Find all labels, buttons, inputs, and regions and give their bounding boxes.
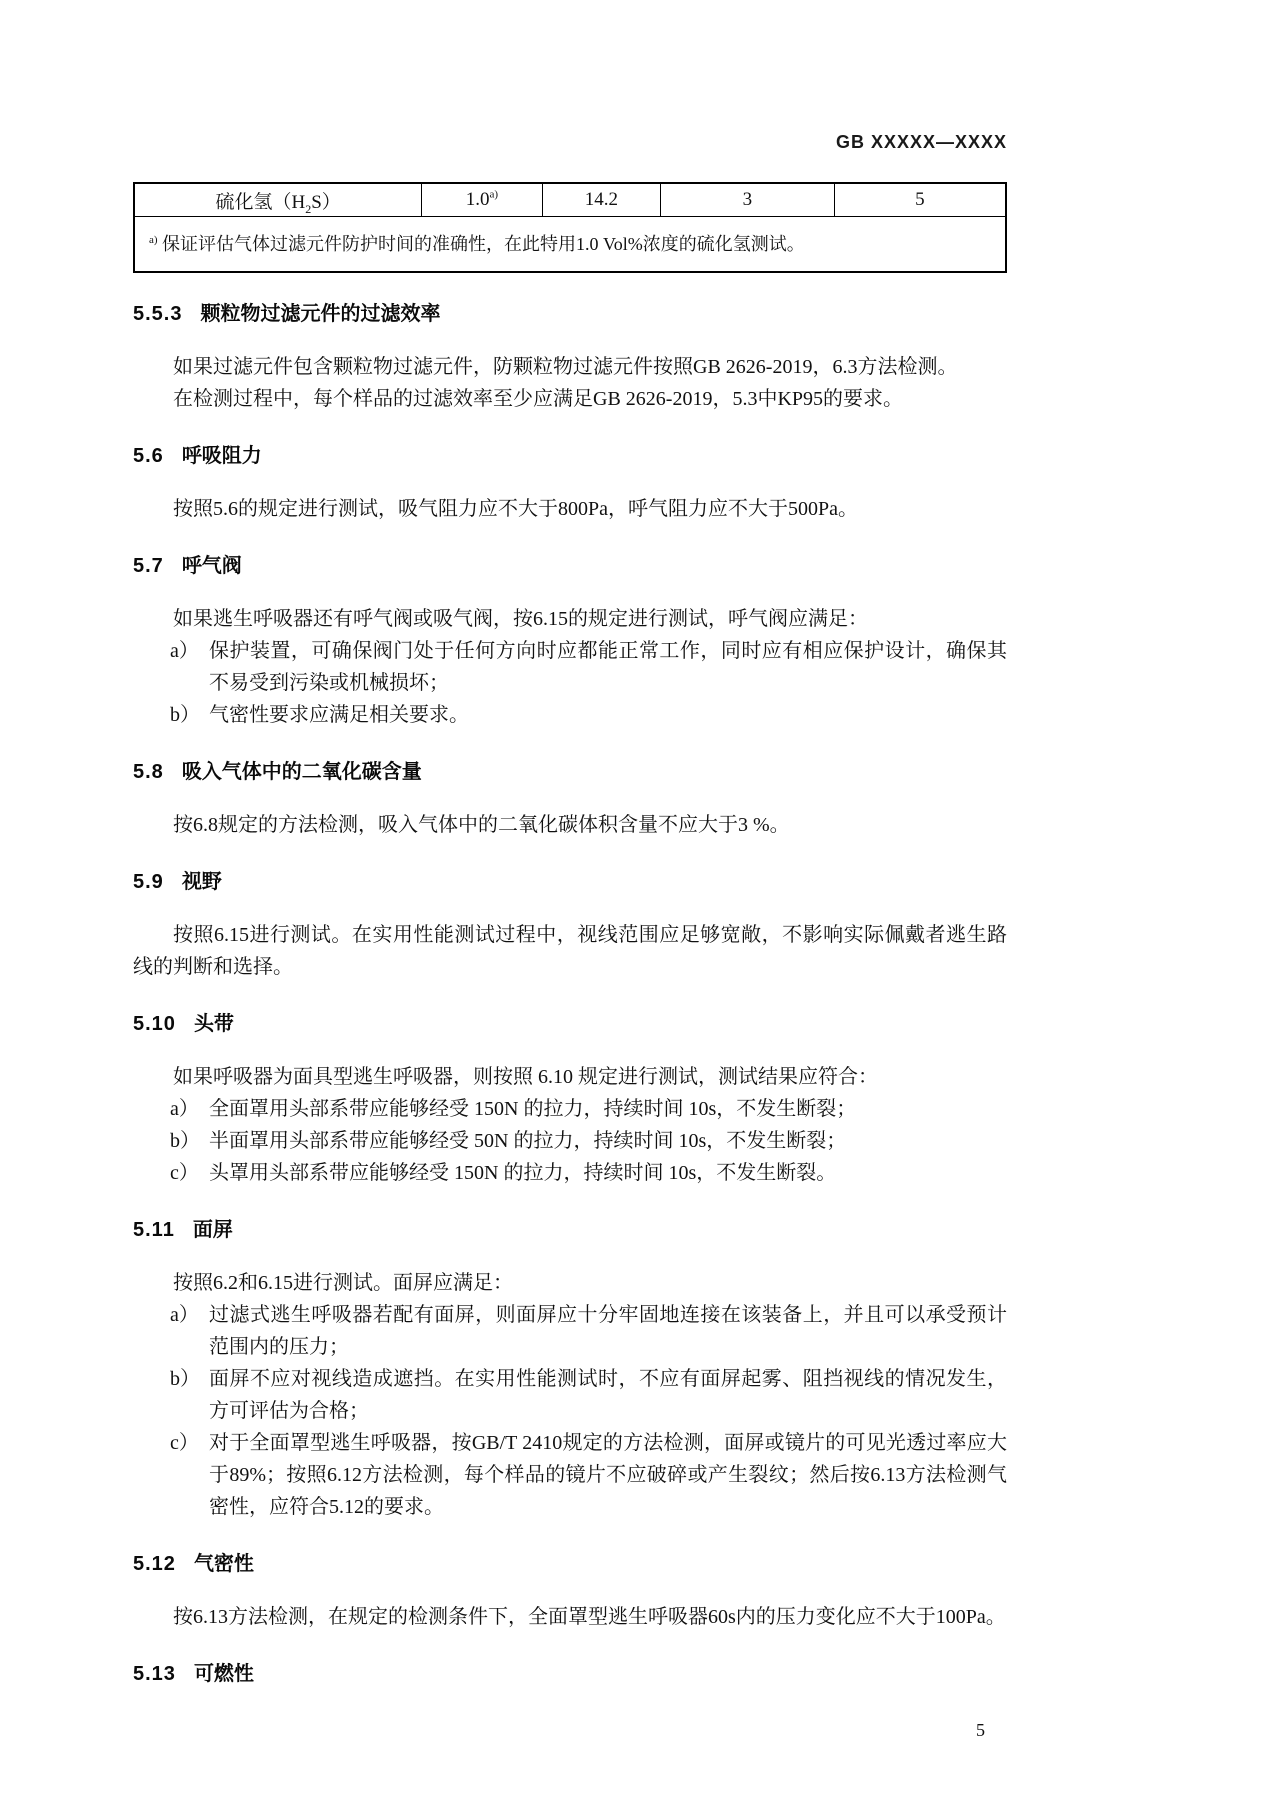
section-paragraph: 按照5.6的规定进行测试，吸气阻力应不大于800Pa，呼气阻力应不大于500Pa。 (173, 498, 858, 520)
list-item-marker: a） (170, 1098, 199, 1120)
section-number: 5.7 (133, 555, 164, 577)
list-item-text: 半面罩用头部系带应能够经受 50N 的拉力，持续时间 10s，不发生断裂； (209, 1130, 847, 1152)
list-item-marker: b） (170, 1368, 200, 1390)
section-title: 面屏 (192, 1219, 233, 1241)
substance-name: 硫化氢（H (215, 191, 306, 213)
document-header (133, 132, 1007, 156)
standard-code: GB XXXXX—XXXX (835, 132, 1007, 152)
substance-name-end: S） (311, 191, 341, 213)
list-item-marker: b） (170, 704, 200, 726)
section-number: 5.11 (133, 1219, 175, 1241)
section-paragraph: 按照6.2和6.15进行测试。面屏应满足： (173, 1272, 513, 1294)
list-item (133, 1427, 1007, 1523)
list-item-marker: a） (170, 640, 199, 662)
list-item (133, 1125, 1007, 1157)
section-title: 吸入气体中的二氧化碳含量 (181, 761, 422, 783)
section-number: 5.13 (133, 1663, 176, 1685)
section-title: 颗粒物过滤元件的过滤效率 (200, 303, 441, 325)
section-paragraph: 如果呼吸器为面具型逃生呼吸器，则按照 6.10 规定进行测试，测试结果应符合： (173, 1066, 878, 1088)
cell-substance (134, 183, 422, 217)
page-content (133, 0, 1007, 1711)
section-heading-5.10 (133, 1009, 1007, 1039)
table-row (134, 183, 1006, 217)
list-item (133, 1299, 1007, 1363)
section-number: 5.9 (133, 871, 164, 893)
section-heading-5.7 (133, 551, 1007, 581)
list-item-marker: a） (170, 1304, 199, 1326)
section-heading-5.12 (133, 1549, 1007, 1579)
section-paragraph: 按照6.15进行测试。在实用性能测试过程中，视线范围应足够宽敞，不影响实际佩戴者逃生路线的判断和选择。 (133, 924, 1007, 978)
section-title: 气密性 (193, 1553, 254, 1575)
list-item (133, 1093, 1007, 1125)
section-heading-5.13 (133, 1659, 1007, 1689)
concentration-value: 1.0 (465, 189, 490, 210)
page-number: 5 (976, 1720, 985, 1740)
footnote-reference: a) (489, 188, 499, 201)
section-number: 5.5.3 (133, 303, 183, 325)
list-item-text: 面屏不应对视线造成遮挡。在实用性能测试时，不应有面屏起雾、阻挡视线的情况发生，方可评估为合格； (209, 1368, 1007, 1422)
section-heading-5.6 (133, 441, 1007, 471)
table-footnote-row (134, 217, 1006, 273)
section-number: 5.10 (133, 1013, 176, 1035)
list-item-marker: b） (170, 1130, 200, 1152)
section-number: 5.12 (133, 1553, 176, 1575)
list-item-text: 过滤式逃生呼吸器若配有面屏，则面屏应十分牢固地连接在该装备上，并且可以承受预计范围内的压力； (209, 1304, 1007, 1358)
section-title: 呼气阀 (181, 555, 242, 577)
section-title: 头带 (193, 1013, 234, 1035)
section-title: 视野 (181, 871, 222, 893)
section-paragraph: 按6.8规定的方法检测，吸入气体中的二氧化碳体积含量不应大于3 %。 (173, 814, 790, 836)
gas-test-table (133, 182, 1007, 273)
section-heading-5.5.3 (133, 299, 1007, 329)
cell-value-2: 14.2 (542, 183, 661, 217)
table-footnote (134, 217, 1006, 273)
section-heading-5.11 (133, 1215, 1007, 1245)
section-title: 可燃性 (193, 1663, 254, 1685)
list-item-text: 气密性要求应满足相关要求。 (209, 704, 469, 726)
section-paragraph: 在检测过程中，每个样品的过滤效率至少应满足GB 2626-2019，5.3中KP95的要求。 (173, 388, 904, 410)
section-paragraph: 如果逃生呼吸器还有呼气阀或吸气阀，按6.15的规定进行测试，呼气阀应满足： (173, 608, 868, 630)
section-number: 5.6 (133, 445, 164, 467)
list-item (133, 1363, 1007, 1427)
section-paragraph: 按6.13方法检测，在规定的检测条件下，全面罩型逃生呼吸器60s内的压力变化应不大于100Pa。 (173, 1606, 1006, 1628)
section-heading-5.9 (133, 867, 1007, 897)
list-item-text: 头罩用头部系带应能够经受 150N 的拉力，持续时间 10s，不发生断裂。 (209, 1162, 837, 1184)
list-item-text: 保护装置，可确保阀门处于任何方向时应都能正常工作，同时应有相应保护设计，确保其不易受到污染或机械损坏； (209, 640, 1007, 694)
footnote-marker: a) (149, 234, 158, 246)
substance-subscript: 2 (305, 201, 312, 216)
cell-value-3: 3 (661, 183, 835, 217)
list-item (133, 699, 1007, 731)
list-item-marker: c） (170, 1162, 199, 1184)
section-number: 5.8 (133, 761, 164, 783)
footnote-text: 保证评估气体过滤元件防护时间的准确性，在此特用1.0 Vol%浓度的硫化氢测试。 (162, 234, 805, 254)
list-item (133, 1157, 1007, 1189)
section-title: 呼吸阻力 (181, 445, 262, 467)
section-heading-5.8 (133, 757, 1007, 787)
sections-container (133, 299, 1007, 1689)
section-paragraph: 如果过滤元件包含颗粒物过滤元件，防颗粒物过滤元件按照GB 2626-2019，6.3方法检测。 (173, 356, 958, 378)
list-item-text: 对于全面罩型逃生呼吸器，按GB/T 2410规定的方法检测，面屏或镜片的可见光透过率应大于89%；按照6.12方法检测，每个样品的镜片不应破碎或产生裂纹；然后按6.13方法检测气密性，应符合5.12的要求。 (209, 1432, 1007, 1518)
list-item-marker: c） (170, 1432, 199, 1454)
cell-value-4: 5 (834, 183, 1006, 217)
list-item-text: 全面罩用头部系带应能够经受 150N 的拉力，持续时间 10s，不发生断裂； (209, 1098, 857, 1120)
cell-concentration (422, 183, 542, 217)
list-item (133, 635, 1007, 699)
